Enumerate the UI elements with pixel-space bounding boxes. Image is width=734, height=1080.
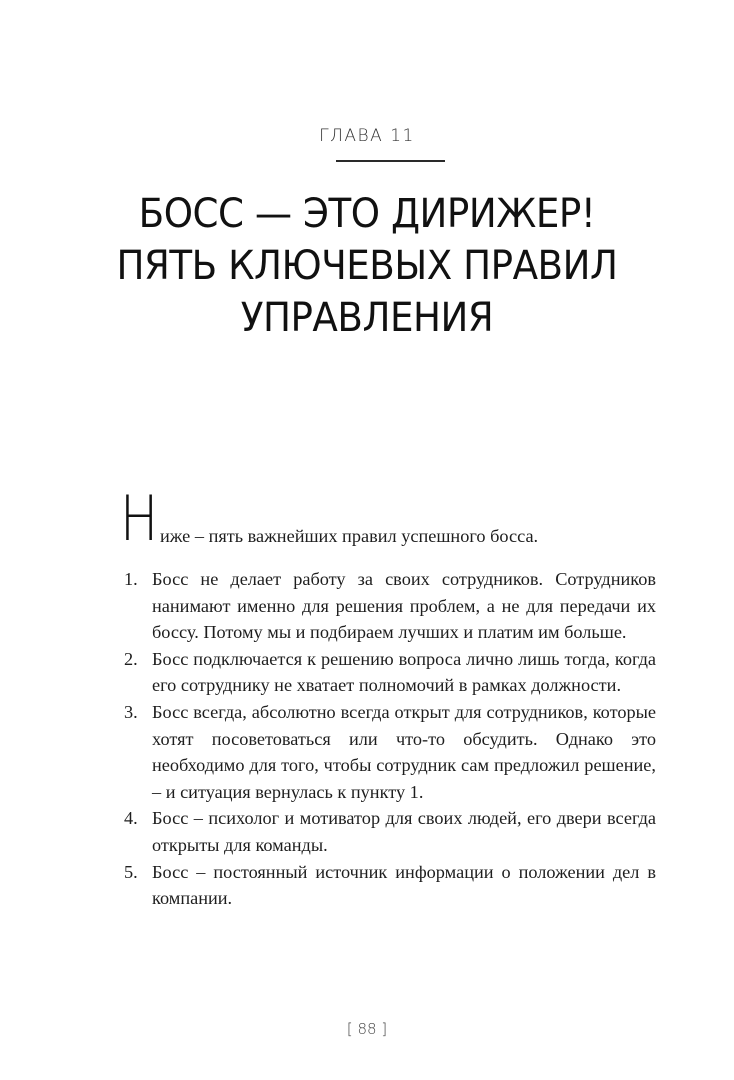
list-item-number: 5.	[124, 861, 138, 882]
intro-text: иже – пять важнейших правил успешного босса.	[160, 526, 539, 546]
list-item	[124, 859, 656, 912]
list-item-number: 3.	[124, 701, 138, 722]
chapter-label: ГЛАВА 11	[319, 126, 415, 146]
chapter-title-line: ПЯТЬ КЛЮЧЕВЫХ ПРАВИЛ	[116, 243, 618, 289]
list-item	[124, 805, 656, 858]
list-item-text: Босс всегда, абсолютно всегда открыт для сотрудников, которые хотят посоветоваться или что-то обсудить. Однако это необходимо для того, чтобы сотрудник сам предложил решение, – и ситуация вернулась к пункту 1.	[152, 701, 656, 802]
list-item-text: Босс не делает работу за своих сотрудников. Сотрудников нанимают именно для решения проблем, а не для передачи их боссу. Потому мы и подбираем лучших и платим им больше.	[152, 569, 656, 643]
list-item-number: 2.	[124, 648, 138, 669]
list-item-text: Босс подключается к решению вопроса лично лишь тогда, когда его сотруднику не хватает полномочий в рамках должности.	[152, 648, 656, 696]
list-item-number: 4.	[124, 808, 138, 829]
page-number: [ 88 ]	[346, 1020, 388, 1038]
list-item	[124, 646, 656, 699]
list-item-number: 1.	[124, 569, 138, 589]
chapter-divider	[336, 160, 445, 162]
rules-list	[124, 566, 656, 912]
list-item-text: Босс – постоянный источник информации о положении дел в компании.	[152, 861, 656, 909]
list-item	[124, 566, 656, 646]
chapter-title-line: УПРАВЛЕНИЯ	[240, 295, 494, 341]
chapter-title-line: БОСС — ЭТО ДИРИЖЕР!	[138, 191, 596, 237]
list-item	[124, 699, 656, 805]
list-item-text: Босс – психолог и мотиватор для своих людей, его двери всегда открыты для команды.	[152, 808, 656, 855]
chapter-title	[81, 188, 652, 344]
drop-cap: Н	[120, 482, 159, 555]
